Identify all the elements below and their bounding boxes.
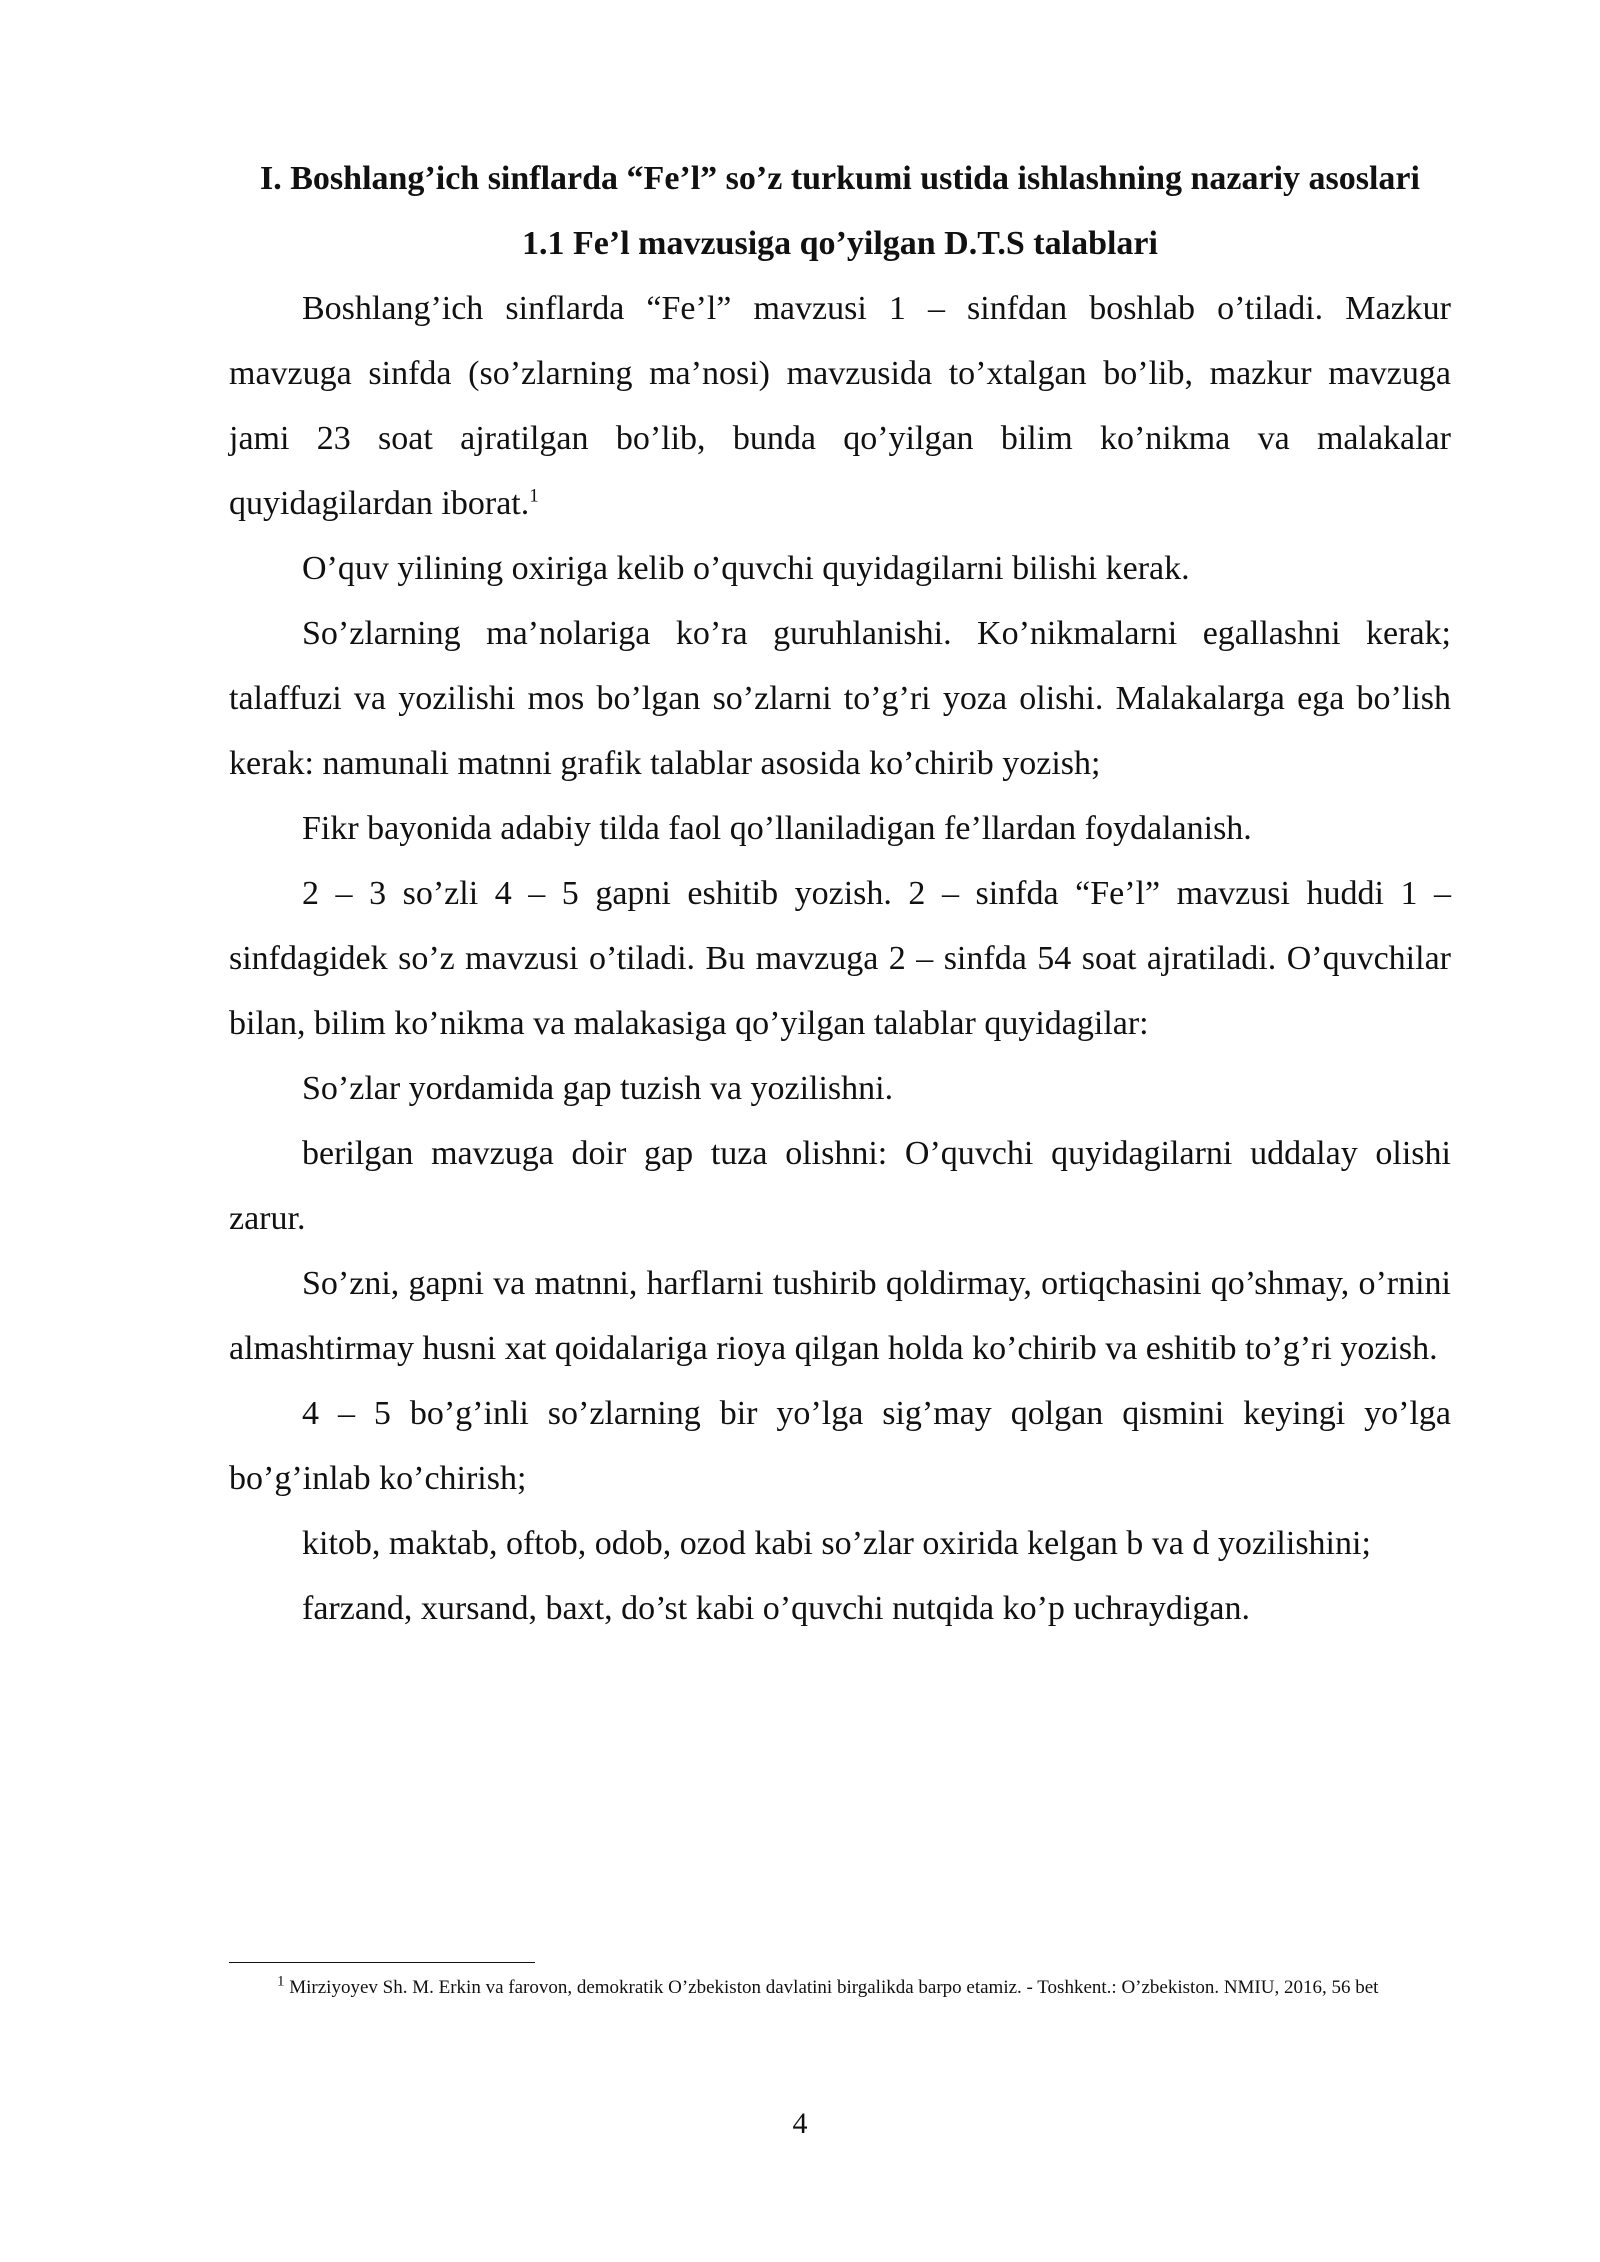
paragraph-9: 4 – 5 bo’g’inli so’zlarning bir yo’lga sig’may qolgan qismini keyingi yo’lga bo’g’inlab ko’chirish;	[229, 1395, 1451, 1497]
chapter-title: I. Boshlang’ich sinflarda “Fe’l” so’z turkumi ustida ishlashning nazariy asoslari	[260, 160, 1420, 197]
paragraph-3: So’zlarning ma’nolariga ko’ra guruhlanishi. Ko’nikmalarni egallashni kerak; talaffuzi va yozilishi mos bo’lgan so’zlarni to’g’ri yoza olishi. Malakalarga ega bo’lish kerak: namunali matnni grafik talablar asosida ko’chirib yozish;	[229, 615, 1451, 782]
paragraph-1	[229, 276, 1451, 536]
paragraph-5: 2 – 3 so’zli 4 – 5 gapni eshitib yozish. 2 – sinfda “Fe’l” mavzusi huddi 1 – sinfdagidek so’z mavzusi o’tiladi. Bu mavzuga 2 – sinfda 54 soat ajratiladi. O’quvchilar bilan, bilim ko’nikma va malakasiga qo’yilgan talablar quyidagilar:	[229, 875, 1451, 1042]
footnote-text: Mirziyoyev Sh. M. Erkin va farovon, demokratik O’zbekiston davlatini birgalikda barpo etamiz. - Toshkent.: O’zbekiston. NMIU, 2016, 56 bet	[289, 1977, 1379, 1998]
paragraph-text: Boshlang’ich sinflarda “Fe’l” mavzusi 1 – sinfdan boshlab o’tiladi. Mazkur mavzuga sinfda (so’zlarning ma’nosi) mavzusida to’xtalgan bo’lib, mazkur mavzuga jami 23 soat ajratilgan bo’lib, bunda qo’yilgan bilim ko’nikma va malakalar quyidagilardan iborat.	[229, 290, 1451, 522]
paragraph-11: farzand, xursand, baxt, do’st kabi o’quvchi nutqida ko’p uchraydigan.	[302, 1590, 1250, 1627]
page-number: 4	[792, 2107, 808, 2140]
page-content	[229, 146, 1451, 1641]
section-title: 1.1 Fe’l mavzusiga qo’yilgan D.T.S talablari	[522, 225, 1158, 262]
paragraph-4: Fikr bayonida adabiy tilda faol qo’llaniladigan fe’llardan foydalanish.	[302, 810, 1252, 847]
footnote-separator	[229, 1962, 535, 1963]
footnote-marker: 1	[277, 1973, 285, 1990]
footnote-reference[interactable]: 1	[529, 485, 539, 507]
paragraph-2: O’quv yilining oxiriga kelib o’quvchi quyidagilarni bilishi kerak.	[302, 550, 1190, 587]
paragraph-10: kitob, maktab, oftob, odob, ozod kabi so’zlar oxirida kelgan b va d yozilishini;	[302, 1525, 1371, 1562]
paragraph-8: So’zni, gapni va matnni, harflarni tushirib qoldirmay, ortiqchasini qo’shmay, o’rnini almashtirmay husni xat qoidalariga rioya qilgan holda ko’chirib va eshitib to’g’ri yozish.	[229, 1265, 1451, 1367]
paragraph-6: So’zlar yordamida gap tuzish va yozilishni.	[302, 1070, 894, 1107]
footnote	[229, 1968, 1451, 2008]
paragraph-7: berilgan mavzuga doir gap tuza olishni: O’quvchi quyidagilarni uddalay olishi zarur.	[229, 1135, 1451, 1237]
